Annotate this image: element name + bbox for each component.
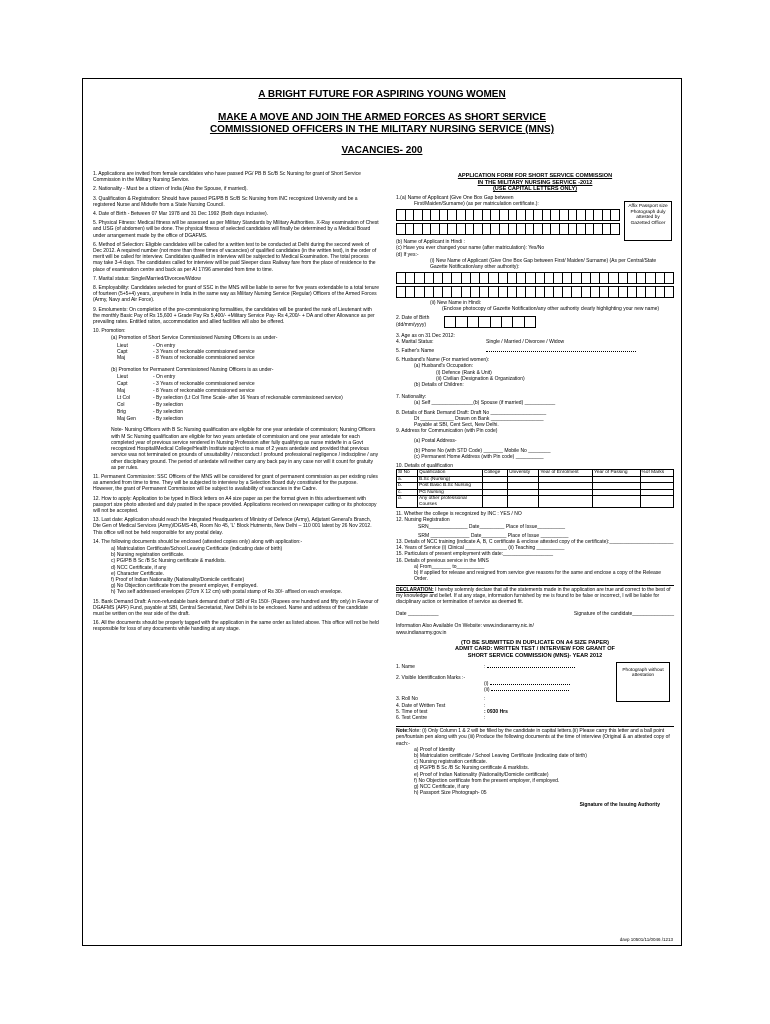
name-input-boxes-2[interactable]: [396, 223, 620, 235]
form-title: APPLICATION FORM FOR SHORT SERVICE COMMISSION IN THE MILITARY NURSING SERVICE -2012 (USE CAPITAL LETTERS ONLY): [457, 173, 613, 193]
rank-row: Maj Gen - By selection: [117, 416, 184, 423]
subtitle: MAKE A MOVE AND JOIN THE ARMED FORCES AS SHORT SERVICE COMMISSIONED OFFICERS IN THE MILITARY NURSING SERVICE (MNS): [209, 112, 555, 135]
q15: 15. Particulars of present employment with date:__________________: [396, 551, 554, 558]
q12a: SRN______________ Date_________ Place of Issue__________: [418, 523, 566, 530]
table-row: b. Post Basic B.Sc Nursing: [397, 483, 674, 490]
para-14: 14. The following documents should be enclosed (attested copies only) along with application:-: [93, 538, 303, 545]
para-5: 5. Physical Fitness: Medical fitness will be assessed as per Military Standards by Military Authorities. X-Ray examination of Chest and USG (of abdomen) will be done. The physical fitness of selected candidates will finally be determined by a Medical Board under arrangement made by the office of DGAFMS.: [93, 220, 379, 239]
rank-row: Maj - 8 Years of reckonable commissioned service: [117, 355, 255, 362]
signature-field[interactable]: Signature of the candidate_______________: [573, 611, 674, 618]
document-list: [93, 546, 379, 596]
para-15: 15. Bank Demand Draft: A non-refundable bank demand draft of SBI of Rs 150/- (Rupees one hundred and fifty only) in Favour of DGAFMS (APF) Fund, payable at SBI, Central Secretariat, New Delhi is to be enclosed. Name and address of the candidate must be written on the rear side of the draft.: [93, 598, 379, 617]
q9: 9. Address for Communication (with Pin code): [396, 428, 498, 435]
ranks-pc: [93, 374, 379, 423]
marital-options[interactable]: Single / Married / Divorcee / Widow: [486, 338, 565, 345]
q9b: (b) Phone No (with STD Code) _______ Mobile No ________: [414, 447, 551, 454]
table-row: a. B.Sc (Nursing): [397, 476, 674, 483]
antedate-note: Note- Nursing Officers with B Sc Nursing qualification are eligible for one year antedate of commission; Nursing Officers with M Sc Nursing qualification are eligible for two years antedate of commission and one year antedate for each completed year of previous service rendered in Nursing Profession after fully qualifying as nurse midwife in a Govt recognized Hospital/Medical College/Health Institute subject to a max of 2 years antedate and provided that previous service was not terminated on grounds of unsuitability / misconduct / profound professional negligence / indiscipline / any other disciplinary ground. The period of antedate will neither carry any back pay in any case nor will it count for gratuity as per rules.: [111, 427, 379, 471]
rank-row: Capt - 3 Years of reckonable commissioned service: [117, 381, 255, 388]
date-signature-row: [396, 611, 674, 617]
q8c: Payable at SBI, Cent Sect, New Delhi.: [414, 422, 499, 429]
para-16: 16. All the documents should be properly tagged with the application in the same order as listed above. This office will not be held responsible for loss of any documents while handling at any stage.: [93, 620, 379, 633]
para-6: 6. Method of Selection: Eligible candidates will be called for a written test to be conducted at Delhi during the second week of Dec 2012. A required number (not more than three times of vacancies) of qualified candidates (in the written test), in the order of merit will be called for interview. Candidates qualified in interview will be subjected to Medical Examination. The total process may take 3-4 days. The candidates called for interview will be paid Sleeper class Railway fare from the place of residence to the place of examination centre and back as per AI 17/96 amended from time to time.: [93, 241, 377, 273]
list-item: h) Passport Size Photograph- 05: [414, 790, 487, 797]
list-item: c) PG/PB B Sc /B Sc Nursing certificate & marklists.: [111, 558, 226, 565]
q12: 12. Nursing Registration: [396, 517, 450, 524]
list-item: f) No Objection certificate from the present employer, if employed.: [414, 777, 560, 784]
para-9: 9. Emoluments: On completion of the pre-commissioning formalities, the candidates will be granted the rank of Lieutenant with the monthly Basic Pay of Rs 15,600 + Grade Pay Rs 5,400/- +Military Service Pay- Rs 4,200/- + DA and other Allowance as per prevailing rates. Entitled ration, accommodation and allied facilities will also be offered.: [93, 306, 375, 326]
para-3: 3. Qualification & Registration: Should have passed PG/PB B Sc/B Sc Nursing from INC recognized University and be a registered Nurse and Midwife from a State Nursing Council.: [93, 195, 358, 208]
q7: 7. Nationality:: [396, 394, 427, 401]
q6a: (a) Husband's Occupation:: [414, 363, 474, 370]
q12b: SRM ______________ Date_________ Place of Issue __________: [418, 532, 569, 539]
advertisement-page: [82, 78, 682, 946]
declaration: DECLARATION: I hereby solemnly declare that all the statements made in the application are true and correct to the best of my knowledge and belief. If at any stage, information furnished by me is found to be false or incorrect, I will be liable for disciplinary action or termination of service as deemed fit.: [396, 585, 674, 606]
para-4: 4. Date of Birth - Between 07 Mar 1978 and 31 Dec 1992 (Both days inclusive).: [93, 211, 269, 218]
name-input-boxes[interactable]: [396, 209, 620, 221]
main-title: A BRIGHT FUTURE FOR ASPIRING YOUNG WOMEN: [258, 89, 506, 100]
issuing-authority-signature: Signature of the Issuing Authority: [579, 802, 660, 809]
rank-row: Col - By selection: [117, 402, 184, 409]
q13: 13. Details of NCC training (indicate A, B, C certificate & enclose attested copy of the certificate):_______________________: [396, 539, 674, 546]
admit-card-fields: 1. Name : 2. Visible Identification Marks :- (i) (ii) 3. Roll No : 4. Date of Written Test : 5. Time of test : 0930 Hrs 6. Test Centre : Photograph without attestation: [396, 664, 674, 722]
passport-photo-box: Affix Passport size Photograph duly attested by Gazetted Officer: [624, 201, 672, 241]
q1di: (i) New Name of Applicant (Give One Box Gap between First/ Maiden/ Surname) (As per Central/State Gazette Notification/any other authority):: [430, 257, 657, 270]
website-info-line1: Information Also Available On Website: www.indianarmy.nic.in/: [396, 623, 534, 630]
q9c: (c) Permanent Home Address (with Pin code) __________: [414, 453, 544, 460]
admit-card-heading: (TO BE SUBMITTED IN DUPLICATE ON A4 SIZE PAPER) ADMIT CARD: WRITTEN TEST / INTERVIEW FOR GRANT OF SHORT SERVICE COMMISSION (MNS)- YEAR 2012: [455, 639, 615, 659]
q2-label: 2. Date of Birth (dd/mm/yyyy): [396, 315, 430, 328]
website-info-line2: www.indianarmy.gov.in: [396, 629, 447, 636]
rank-row: Lt Col - By selection (Lt Col Time Scale- after 16 Years of reckonable commissioned service): [117, 395, 343, 402]
q1c: (c) Have you ever changed your name (after matriculation): Yes/No: [396, 245, 545, 252]
para-2: 2. Nationality - Must be a citizen of India (Also the Spouse, if married).: [93, 186, 248, 193]
rank-row: Maj - 8 Years of reckonable commissioned service: [117, 388, 255, 395]
q1b: (b) Name of Applicant in Hindi :: [396, 239, 465, 246]
list-item: f) Proof of Indian Nationality (Nationality/Domicile certificate): [111, 576, 245, 583]
q6b: (b) Details of Children:: [414, 382, 464, 389]
list-item: c) Nursing registration certificate.: [414, 759, 488, 766]
list-item: d) PG/PB B Sc /B Sc Nursing certificate & marklists.: [414, 765, 530, 772]
q3: 3. Age as on 31 Dec 2012:: [396, 332, 455, 339]
q6aii: (ii) Civilian (Designation & Organization): [436, 375, 525, 382]
admit-note: Note:Note: (i) Only Column 1 & 2 will be filled by the candidate in capital letters.(ii) Please carry this letter and a ball point pen/fountain pen along with you (iii) Produce the following documents at the time of interview (Original & an attested copy of each:-: [396, 726, 674, 747]
rank-row: Lieut - On entry: [117, 374, 176, 381]
list-item: b) Nursing registration certificate.: [111, 552, 185, 559]
para-13: 13. Last date: Application should reach the Integrated Headquarters of Ministry of Defence (Army), Adjutant General's Branch, Dte Gen of Medical Services (Army)/DGMS-4B, Room No 45, 'L' Block Hutments, New Delhi – 110 001 latest by 26 Nov 2012. This office will not be held responsible for any postal delay.: [93, 517, 372, 536]
list-item: g) NCC Certificate, if any: [414, 783, 470, 790]
dob-row: [396, 314, 674, 330]
q16a: a) From_______ to__________: [414, 563, 485, 570]
vacancies-heading: VACANCIES- 200: [341, 145, 423, 156]
list-item: a) Proof of Identity: [414, 746, 455, 753]
q16b: b) If applied for release and resigned from service give reasons for the same and enclose a copy of the Release Order.: [414, 570, 662, 583]
list-item: a) Matriculation Certificate/School Leaving Certificate (indicating date of birth): [111, 545, 283, 552]
para-10b: (b) Promotion for Permanent Commissioned Nursing Officers is as under-: [111, 367, 274, 374]
para-8: 8. Employability: Candidates selected for grant of SSC in the MNS will be liable to serve for five years extendable to a total tenure of fourteen (5+5+4) years, anywhere in India in the same way as Military Nursing Service (Regular) Officers of the Armed Forces (Army, Navy and Air Force).: [93, 285, 379, 304]
q5-row: 5. Father's Name: [396, 348, 674, 354]
qualification-table: [396, 469, 674, 508]
table-row: d. Any other professional Courses: [397, 496, 674, 508]
list-item: d) NCC Certificate, if any: [111, 564, 167, 571]
q6: 6. Husband's Name (For married women):: [396, 357, 490, 364]
q8: 8. Details of Bank Demand Draft: Draft No ____________________: [396, 409, 547, 416]
list-item: e) Character Certificate.: [111, 570, 165, 577]
q1dii: (ii) New Name in Hindi:: [430, 300, 482, 307]
list-item: b) Matriculation certificate / School Leaving Certificate (indicating date of birth): [414, 752, 587, 759]
table-header: Sl No Qualification College University Year of Enrolment Year of Passing %of Marks: [397, 470, 674, 477]
dob-boxes[interactable]: [444, 316, 536, 328]
q1dii-note: (Enclose photocopy of Gazette Notification/any other authority clearly highlighting your new name): [442, 306, 660, 313]
q1a-label: 1.(a) Name of Applicant (Give One Box Gap between First/Maiden/Surname) (as per matriculation certificate.):: [396, 194, 539, 207]
date-field[interactable]: Date ___________: [396, 611, 439, 618]
q8b: Dt ____________ Drawn on Bank ___________________: [414, 415, 544, 422]
new-name-boxes[interactable]: [396, 272, 674, 284]
davp-code: davp 10501/11/0046 /1213: [619, 937, 673, 942]
terms-column: [93, 171, 379, 636]
table-row: c. PG Nursing: [397, 489, 674, 496]
para-10: 10. Promotion:: [93, 328, 126, 335]
admit-photo-box: Photograph without attestation: [616, 662, 670, 702]
q4-row: 4. Marital Status: Single / Married / Divorcee / Widow: [396, 338, 565, 345]
application-form: [396, 173, 674, 809]
admit-doc-list: [396, 747, 674, 797]
q9a: (a) Postal Address-: [414, 438, 457, 445]
list-item: h) Two self addressed envelopes (27cm X 12 cm) with postal stamp of Rs 30/- affixed on each envelope.: [111, 589, 343, 596]
q1d: (d) If yes:-: [396, 251, 419, 258]
q10: 10. Details of qualification: [396, 463, 453, 470]
list-item: e) Proof of Indian Nationality (Nationality/Domicile certificate): [414, 771, 549, 778]
new-name-boxes-2[interactable]: [396, 286, 674, 298]
q11: 11. Whether the college is recognized by INC : YES / NO: [396, 511, 522, 518]
rank-row: Capt - 3 Years of reckonable commissioned service: [117, 348, 255, 355]
para-10a: (a) Promotion of Short Service Commissioned Nursing Officers is as under-: [111, 335, 278, 342]
q16: 16. Details of previous service in the MNS: [396, 557, 489, 564]
q6ai: (i) Defence (Rank & Unit): [436, 369, 492, 376]
list-item: g) No Objection certificate from the present employer, if employed.: [111, 583, 258, 590]
ranks-ssc: [93, 343, 379, 362]
para-7: 7. Marital status: Single/Married/Divorcee/Widow: [93, 275, 201, 282]
rank-row: Brig - By selection: [117, 409, 184, 416]
q14: 14. Years of Service (i) Clinical _______________ (ii) Teaching __________: [396, 545, 565, 552]
q7-values: (a) Self _______________(b) Spouse (if married) ___________: [414, 400, 556, 407]
para-12: 12. How to apply: Application to be typed in Block letters on A4 size paper as per the format given in this advertisement with passport size photo attested and duly pasted in the space provided. Applications received on newspaper cutting or its photocopy will not be accepted.: [93, 495, 377, 514]
rank-row: Lieut - On entry: [117, 342, 176, 349]
para-1: 1. Applications are invited from female candidates who have passed PG/ PB B Sc/B Sc Nursing for grant of Short Service Commission in the Military Nursing Service.: [93, 171, 361, 184]
para-11: 11. Permanent Commission: SSC Officers of the MNS will be considered for grant of permanent commission as per existing rules as amended from time to time. They will be subjected to interview by a Selection Board duly constituted for the purpose. However, the grant of Permanent Commission will be subject to availability of vacancies in the Cadre.: [93, 473, 378, 493]
